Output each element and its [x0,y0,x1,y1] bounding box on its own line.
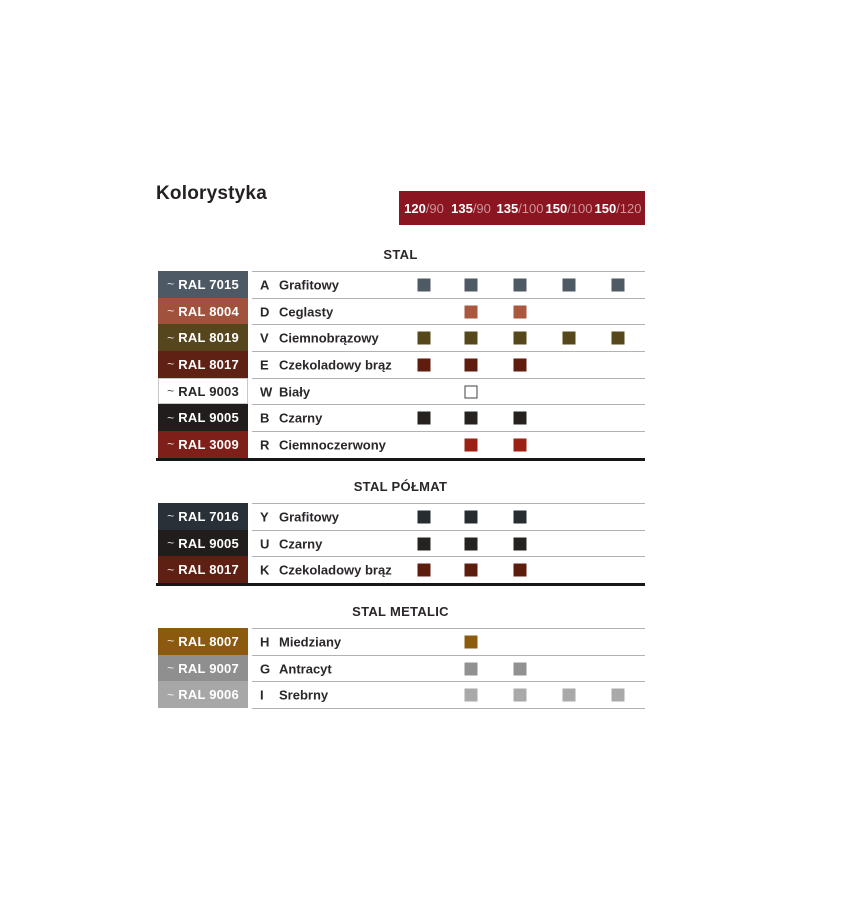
availability-square [465,278,478,291]
color-table [156,503,645,586]
tilde-mark: ~ [167,277,175,292]
letter-code: B [260,410,270,426]
row-content [252,351,645,378]
section-title: STAL [383,247,418,262]
availability-square [563,332,576,345]
availability-square [418,510,431,523]
size-sub: /100 [518,200,544,216]
section-title: STAL METALIC [352,604,449,619]
color-name: Miedziany [279,634,342,650]
availability-square [563,278,576,291]
tilde-mark: ~ [167,410,175,425]
table-row [156,530,645,557]
size-banner [399,191,645,225]
ral-code: RAL 8017 [178,562,239,578]
availability-square [612,278,625,291]
row-content [252,298,645,325]
ral-swatch [158,324,248,351]
row-content [252,556,645,583]
tilde-mark: ~ [167,536,175,551]
tilde-mark: ~ [167,687,175,702]
ral-code: RAL 3009 [178,436,239,452]
ral-code: RAL 8017 [178,356,239,372]
availability-square [612,332,625,345]
tilde-mark: ~ [167,437,175,452]
letter-code: U [260,536,270,552]
table-row [156,628,645,655]
row-content [252,628,645,655]
letter-code: R [260,437,270,453]
table-row [156,503,645,530]
color-name: Antracyt [279,661,332,677]
row-content [252,655,645,682]
availability-square [514,537,527,550]
letter-code: E [260,357,269,373]
availability-square [465,662,478,675]
letter-code: A [260,277,270,293]
availability-square [465,635,478,648]
size-main: 135 [496,200,519,216]
availability-square [514,689,527,702]
letter-code: D [260,304,270,320]
row-content [252,530,645,557]
ral-swatch [158,378,248,405]
ral-swatch [158,503,248,530]
color-table [156,271,645,461]
tilde-mark: ~ [167,509,175,524]
color-name: Czarny [279,536,323,552]
letter-code: H [260,634,270,650]
ral-swatch [158,404,248,431]
ral-swatch [158,556,248,583]
size-label [451,191,491,225]
ral-swatch [158,628,248,655]
table-row [156,351,645,378]
availability-square [418,564,431,577]
ral-code: RAL 7015 [178,276,239,292]
tilde-mark: ~ [167,357,175,372]
table-row [156,681,645,708]
size-main: 150 [594,200,617,216]
row-content [252,431,645,458]
letter-code: I [260,687,264,703]
letter-code: Y [260,509,269,525]
row-content [252,503,645,530]
availability-square [465,332,478,345]
availability-square [465,385,478,398]
section-title: STAL PÓŁMAT [353,479,448,494]
size-sub: /90 [472,200,491,216]
ral-code: RAL 9005 [178,535,239,551]
color-name: Biały [279,384,311,400]
table-row [156,298,645,325]
availability-square [514,564,527,577]
size-sub: /120 [616,200,642,216]
availability-square [465,305,478,318]
table-row [156,431,645,458]
availability-square [465,358,478,371]
availability-square [465,537,478,550]
size-label [496,191,543,225]
availability-square [563,689,576,702]
table-row [156,556,645,583]
row-content [252,271,645,298]
availability-square [514,412,527,425]
availability-square [514,662,527,675]
color-name: Czekoladowy brąz [279,357,392,373]
availability-square [418,358,431,371]
section [156,247,645,461]
tilde-mark: ~ [167,384,175,399]
availability-square [514,510,527,523]
ral-code: RAL 9007 [178,660,239,676]
color-name: Czekoladowy brąz [279,562,392,578]
letter-code: W [260,384,273,400]
page-title: Kolorystyka [156,183,267,204]
availability-square [418,278,431,291]
color-table [156,628,645,709]
section [156,604,645,709]
table-row [156,378,645,405]
tilde-mark: ~ [167,562,175,577]
ral-code: RAL 8007 [178,633,239,649]
color-name: Srebrny [279,687,329,703]
availability-square [514,358,527,371]
row-content [252,681,645,708]
ral-swatch [158,298,248,325]
ral-code: RAL 8019 [178,330,239,346]
table-row [156,271,645,298]
availability-square [465,689,478,702]
tilde-mark: ~ [167,304,175,319]
row-content [252,324,645,351]
ral-swatch [158,271,248,298]
availability-square [418,412,431,425]
availability-square [514,438,527,451]
size-label [545,191,592,225]
ral-code: RAL 8004 [178,303,239,319]
availability-square [418,537,431,550]
availability-square [612,689,625,702]
color-name: Ciemnobrązowy [279,330,379,346]
letter-code: V [260,330,269,346]
tilde-mark: ~ [167,330,175,345]
size-label [404,191,444,225]
availability-square [514,305,527,318]
table-row [156,655,645,682]
color-name: Grafitowy [279,277,339,293]
ral-code: RAL 9006 [178,687,239,703]
ral-swatch [158,351,248,378]
ral-swatch [158,681,248,708]
size-main: 150 [545,200,568,216]
color-name: Ceglasty [279,304,334,320]
ral-code: RAL 9005 [178,410,239,426]
availability-square [514,278,527,291]
row-content [252,378,645,405]
size-sub: /100 [567,200,593,216]
availability-square [418,332,431,345]
availability-square [465,412,478,425]
availability-square [465,438,478,451]
ral-swatch [158,530,248,557]
ral-code: RAL 9003 [178,383,239,399]
size-main: 135 [451,200,473,216]
color-name: Grafitowy [279,509,339,525]
row-content [252,404,645,431]
letter-code: G [260,661,271,677]
ral-swatch [158,655,248,682]
ral-code: RAL 7016 [178,508,239,524]
table-row [156,324,645,351]
availability-square [465,564,478,577]
letter-code: K [260,562,270,578]
section [156,479,645,586]
size-main: 120 [404,200,426,216]
tilde-mark: ~ [167,661,175,676]
availability-square [514,332,527,345]
color-name: Czarny [279,410,323,426]
size-sub: /90 [425,200,444,216]
ral-swatch [158,431,248,458]
table-bottom-line [252,708,645,709]
table-row [156,404,645,431]
tilde-mark: ~ [167,634,175,649]
color-name: Ciemnoczerwony [279,437,386,453]
availability-square [465,510,478,523]
size-label [594,191,641,225]
